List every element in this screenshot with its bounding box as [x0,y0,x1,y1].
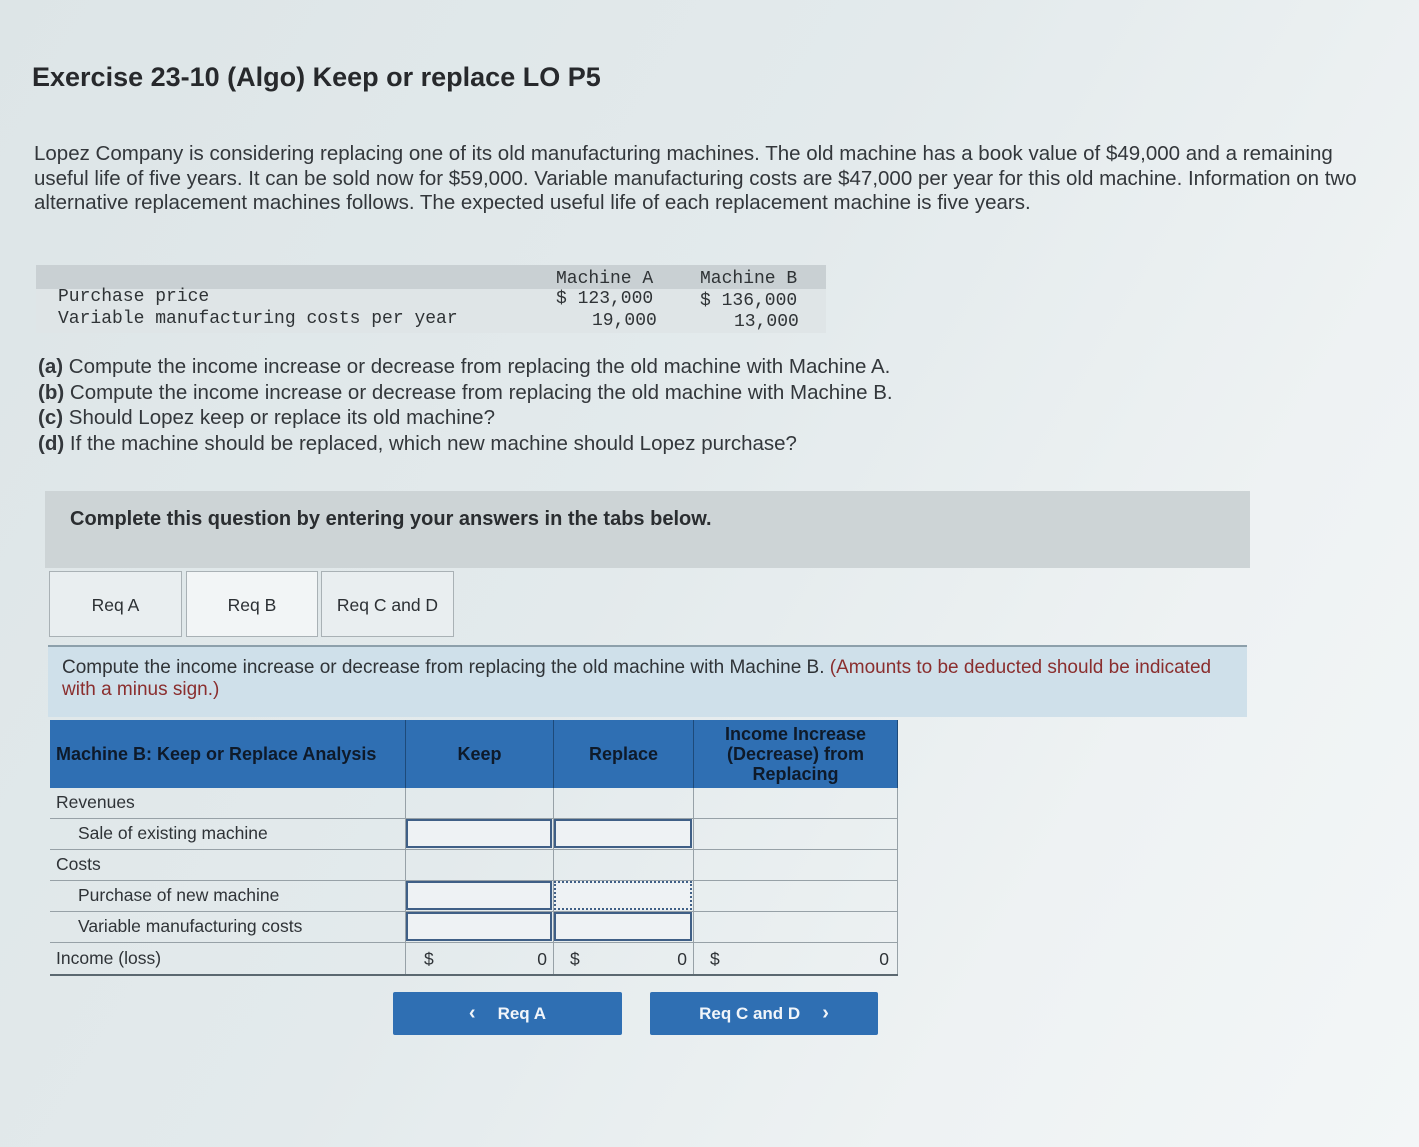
machine-info-table [36,265,826,333]
sale-replace-cell [554,819,694,849]
problem-intro: Lopez Company is considering replacing one of its old manufacturing machines. The old machine has a book value of $49,000 and a remaining useful life of five years. It can be sold now for $59,000. Variable manufacturing costs are $47,000 per year for this old machine. Information on two alternative replacement machines follows. The expected useful life of each replacement machine is five years. [34,142,1357,214]
costs-replace-cell [554,850,694,880]
income-replace-dollar: $ [570,949,580,969]
costs-keep-cell [406,850,554,880]
row-purchase-label: Purchase of new machine [50,881,406,911]
question-list [38,354,893,456]
header-analysis-label: Machine B: Keep or Replace Analysis [50,720,406,788]
income-replace-value: 0 [677,949,687,969]
variable-replace-cell [554,912,694,942]
purchase-keep-cell [406,881,554,911]
purchase-replace-input[interactable] [554,881,692,910]
row-costs-label: Costs [50,850,406,880]
purchase-b: $ 136,000 [700,291,798,311]
header-keep: Keep [406,720,554,788]
question-a: (a) Compute the income increase or decrease from replacing the old machine with Machine A. [38,355,891,378]
chevron-right-icon: › [822,1002,829,1024]
revenues-replace-cell [554,788,694,818]
variable-replace-input[interactable] [554,912,692,941]
income-keep-dollar: $ [424,949,434,969]
next-req-c-and-d-button[interactable] [650,992,878,1035]
revenues-keep-cell [406,788,554,818]
row-income-label: Income (loss) [50,943,406,974]
row-label-purchase: Purchase price [58,287,210,307]
purchase-replace-cell [554,881,694,911]
question-d: (d) If the machine should be replaced, which new machine should Lopez purchase? [38,431,797,455]
variable-b: 13,000 [734,312,799,332]
row-sale-label: Sale of existing machine [50,819,406,849]
next-button-label: Req C and D [699,1003,801,1023]
sale-replace-input[interactable] [554,819,692,848]
income-keep-value: 0 [537,949,547,969]
col-machine-a: Machine A [556,269,654,289]
variable-keep-input[interactable] [406,912,552,941]
variable-keep-cell [406,912,554,942]
row-variable-label: Variable manufacturing costs [50,912,406,942]
income-diff-cell [694,943,898,974]
instruction-note: (Amounts to be deducted should be indicated with a minus sign.) [62,657,1212,700]
header-income-diff: Income Increase (Decrease) from Replacing [694,720,898,788]
instructions-banner [45,491,1250,568]
tab-req-c-and-d[interactable]: Req C and D [321,571,454,637]
instruction-main: Compute the income increase or decrease from replacing the old machine with Machine B. [62,657,825,678]
question-b: (b) Compute the income increase or decrease from replacing the old machine with Machine B. [38,380,893,404]
income-diff-dollar: $ [710,949,720,969]
variable-a: 19,000 [592,311,657,331]
sale-keep-input[interactable] [406,819,552,848]
question-c: (c) Should Lopez keep or replace its old machine? [38,406,495,429]
table-row [50,943,898,976]
prev-button-label: Req A [497,1003,547,1023]
page-title: Exercise 23-10 (Algo) Keep or replace LO P5 [32,62,601,92]
banner-text: Complete this question by entering your answers in the tabs below. [70,508,712,530]
row-label-variable: Variable manufacturing costs per year [58,309,458,329]
income-diff-value: 0 [879,949,889,969]
tab-instruction [48,645,1247,717]
row-revenues-label: Revenues [50,788,406,818]
header-replace: Replace [554,720,694,788]
tab-req-a[interactable]: Req A [49,571,182,637]
col-machine-b: Machine B [700,269,798,289]
chevron-left-icon: ‹ [468,1002,476,1024]
purchase-a: $ 123,000 [556,289,654,309]
tab-req-b[interactable]: Req B [186,571,318,637]
income-keep-cell [406,943,554,974]
diff-column-body [694,788,898,943]
prev-req-a-button[interactable] [393,992,622,1035]
sale-keep-cell [406,819,554,849]
purchase-keep-input[interactable] [406,881,552,910]
income-replace-cell [554,943,694,974]
analysis-grid [50,720,898,978]
